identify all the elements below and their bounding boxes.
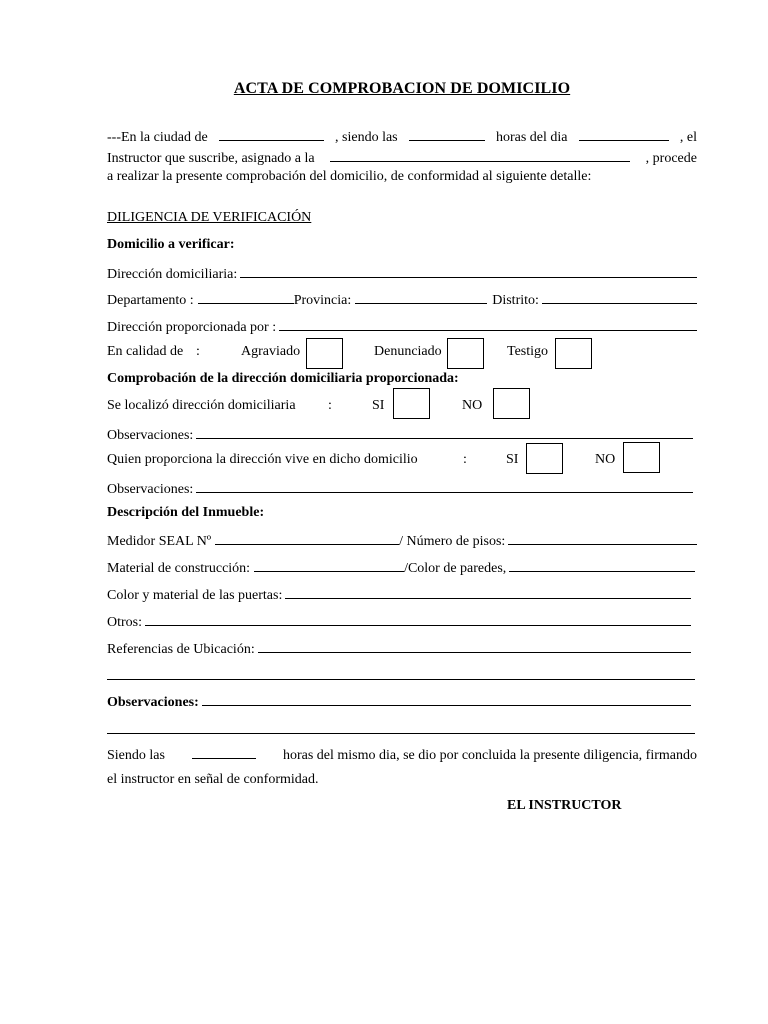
otros-row [107, 612, 691, 631]
localizo-colon: : [328, 398, 332, 413]
observaciones-field-1[interactable] [196, 425, 693, 439]
asignado-blank[interactable] [330, 148, 630, 162]
medidor-label: Medidor SEAL Nº [107, 534, 212, 549]
observaciones-final-field[interactable] [202, 692, 691, 706]
referencias-row [107, 639, 691, 658]
calidad-colon: : [196, 344, 200, 359]
distrito-field[interactable] [542, 290, 697, 304]
otros-label: Otros: [107, 615, 142, 630]
cierre-horas-blank[interactable] [192, 745, 256, 759]
localizo-no-checkbox[interactable] [493, 388, 530, 419]
observaciones-row-1 [107, 425, 693, 444]
direccion-domiciliaria-label: Dirección domiciliaria: [107, 267, 238, 282]
observaciones-label-2: Observaciones: [107, 482, 194, 497]
vive-no-checkbox[interactable] [623, 442, 660, 473]
direccion-domiciliaria-field[interactable] [240, 264, 697, 278]
intro-procede-text: , procede [645, 150, 697, 166]
cierre-siendo-text: Siendo las [107, 748, 165, 763]
provincia-field[interactable] [355, 290, 487, 304]
material-row [107, 558, 695, 577]
vive-colon: : [463, 452, 467, 467]
pisos-label: / Número de pisos: [399, 534, 506, 549]
intro-asignado-text: Instructor que suscribe, asignado a la [107, 150, 315, 166]
direccion-proporcionada-row [107, 317, 697, 336]
comprobacion-heading: Comprobación de la dirección domiciliaria proporcionada: [107, 371, 459, 386]
puertas-field[interactable] [285, 585, 691, 599]
dia-blank[interactable] [579, 127, 669, 141]
intro-line-1 [107, 127, 697, 148]
localizo-no-label: NO [462, 398, 483, 413]
section-heading: DILIGENCIA DE VERIFICACIÓN [107, 210, 312, 225]
vive-si-label: SI [506, 452, 519, 467]
referencias-label: Referencias de Ubicación: [107, 642, 255, 657]
cierre-horas-text: horas del mismo dia, se dio por concluida la presente diligencia, firmando [282, 748, 697, 763]
denunciado-checkbox[interactable] [447, 338, 484, 369]
document-title: ACTA DE COMPROBACION DE DOMICILIO [233, 80, 571, 97]
vive-no-label: NO [595, 452, 616, 467]
observaciones-extra-line[interactable] [107, 733, 695, 734]
distrito-label: Distrito: [492, 293, 539, 308]
denunciado-label: Denunciado [374, 344, 442, 359]
localizo-label: Se localizó dirección domiciliaria [107, 398, 296, 413]
pisos-field[interactable] [508, 531, 697, 545]
departamento-field[interactable] [198, 290, 294, 304]
intro-ciudad-text: ---En la ciudad de [107, 130, 208, 145]
color-paredes-field[interactable] [509, 558, 695, 572]
cierre-line-2: el instructor en señal de conformidad. [107, 772, 319, 787]
testigo-checkbox[interactable] [555, 338, 592, 369]
direccion-domiciliaria-row [107, 264, 697, 283]
departamento-label: Departamento : [107, 293, 194, 308]
testigo-label: Testigo [507, 344, 549, 359]
localizo-si-checkbox[interactable] [393, 388, 430, 419]
ubicacion-row [107, 290, 697, 309]
observaciones-label-1: Observaciones: [107, 428, 194, 443]
intro-line-2 [107, 148, 697, 169]
intro-dia-text: horas del dia [495, 130, 568, 145]
medidor-field[interactable] [215, 531, 399, 545]
vive-si-checkbox[interactable] [526, 443, 563, 474]
intro-el-text: , el [679, 130, 697, 145]
observaciones-row-2 [107, 479, 693, 498]
provincia-label: Provincia: [293, 293, 352, 308]
ciudad-blank[interactable] [219, 127, 324, 141]
horas-blank[interactable] [409, 127, 485, 141]
intro-siendo-text: , siendo las [335, 130, 398, 145]
referencias-extra-line[interactable] [107, 679, 695, 680]
observaciones-final-label: Observaciones: [107, 695, 199, 710]
observaciones-final-row [107, 692, 691, 711]
direccion-proporcionada-label: Dirección proporcionada por : [107, 320, 277, 335]
agraviado-label: Agraviado [241, 344, 301, 359]
agraviado-checkbox[interactable] [306, 338, 343, 369]
cierre-line-1 [107, 745, 697, 764]
material-label: Material de construcción: [107, 561, 251, 576]
puertas-label: Color y material de las puertas: [107, 588, 283, 603]
intro-paragraph [107, 127, 697, 187]
observaciones-field-2[interactable] [196, 479, 693, 493]
medidor-row [107, 531, 697, 550]
intro-line-3: a realizar la presente comprobación del domicilio, de conformidad al siguiente detalle: [107, 169, 592, 184]
otros-field[interactable] [145, 612, 691, 626]
localizo-si-label: SI [372, 398, 385, 413]
domicilio-heading: Domicilio a verificar: [107, 237, 235, 252]
inmueble-heading: Descripción del Inmueble: [107, 505, 265, 520]
vive-label: Quien proporciona la dirección vive en dicho domicilio [107, 452, 418, 467]
color-paredes-label: /Color de paredes, [404, 561, 507, 576]
material-field[interactable] [254, 558, 404, 572]
firma-instructor: EL INSTRUCTOR [507, 798, 622, 813]
calidad-label: En calidad de [107, 344, 184, 359]
referencias-field[interactable] [258, 639, 691, 653]
direccion-proporcionada-field[interactable] [279, 317, 697, 331]
puertas-row [107, 585, 691, 604]
